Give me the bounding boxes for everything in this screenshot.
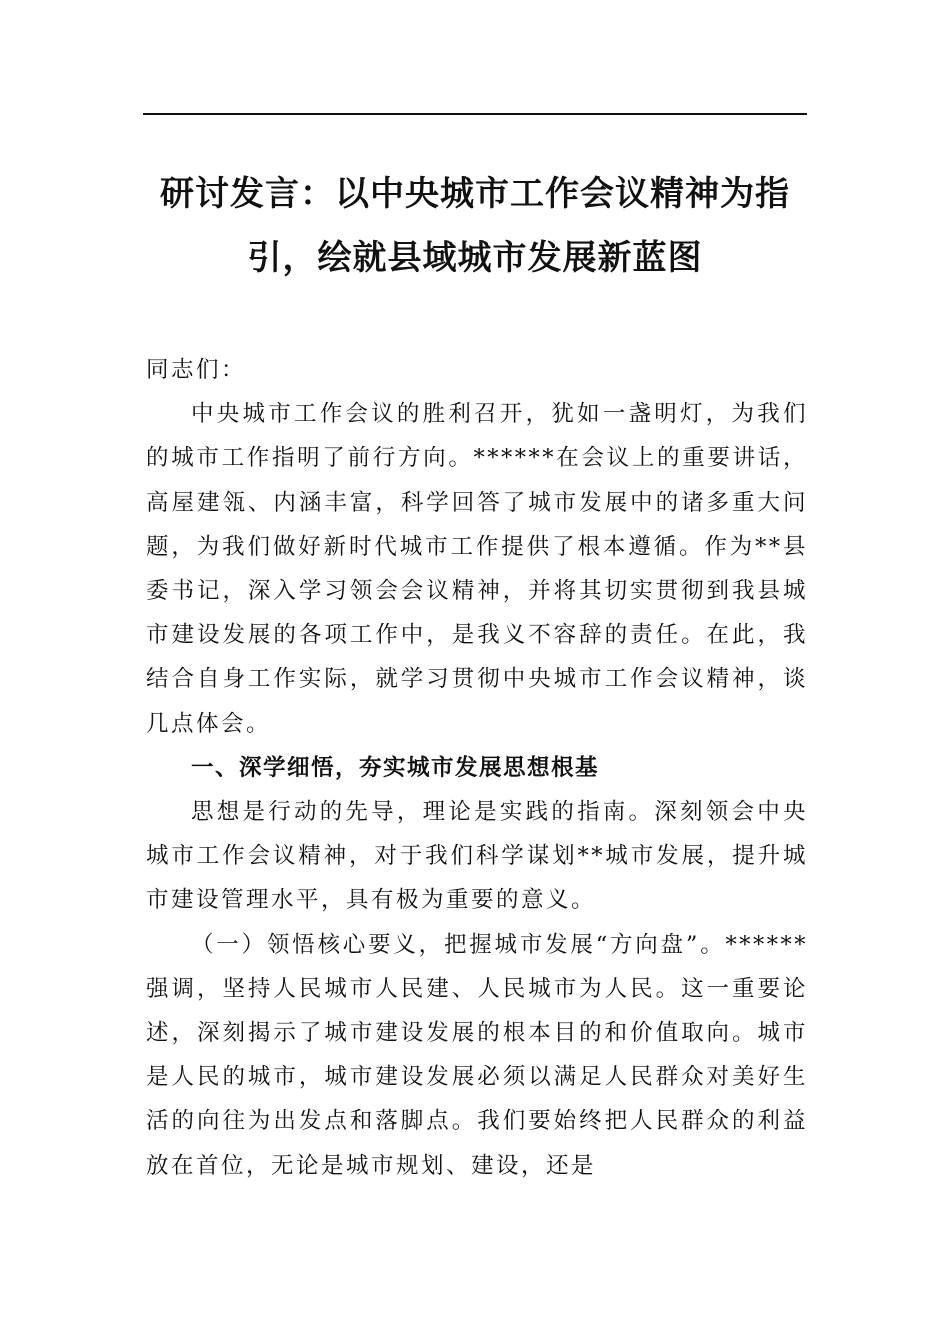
subsection-1-paragraph bbox=[146, 923, 808, 1188]
section-heading-1: 一、深学细悟，夯实城市发展思想根基 bbox=[191, 754, 600, 781]
title-line-2: 引，绘就县域城市发展新蓝图 bbox=[247, 238, 703, 278]
document-title bbox=[143, 162, 807, 290]
salutation: 同志们： bbox=[146, 357, 247, 383]
subsection-heading-1: （一）领悟核心要义，把握城市发展“方向盘”。 bbox=[191, 931, 726, 958]
intro-paragraph: 中央城市工作会议的胜利召开，犹如一盏明灯，为我们的城市工作指明了前行方向。******在会议上的重要讲话，高屋建瓴、内涵丰富，科学回答了城市发展中的诸多重大问题，为我们做好新时代城市工作提供了根本遵循。作为**县委书记，深入学习领会会议精神，并将其切实贯彻到我县城市建设发展的各项工作中，是我义不容辞的责任。在此，我结合自身工作实际，就学习贯彻中央城市工作会议精神，谈几点体会。 bbox=[146, 401, 808, 737]
section-1-paragraph: 思想是行动的先导，理论是实践的指南。深刻领会中央城市工作会议精神，对于我们科学谋划**城市发展，提升城市建设管理水平，具有极为重要的意义。 bbox=[146, 799, 808, 914]
subsection-1-text: ******强调，坚持人民城市人民建、人民城市为人民。这一重要论述，深刻揭示了城市建设发展的根本目的和价值取向。城市是人民的城市，城市建设发展必须以满足人民群众对美好生活的向往为出发点和落脚点。我们要始终把人民群众的利益放在首位，无论是城市规划、建设，还是 bbox=[146, 931, 808, 1179]
header-rule bbox=[143, 113, 807, 115]
document-body bbox=[146, 348, 808, 1188]
title-line-1: 研讨发言：以中央城市工作会议精神为指 bbox=[160, 174, 790, 214]
